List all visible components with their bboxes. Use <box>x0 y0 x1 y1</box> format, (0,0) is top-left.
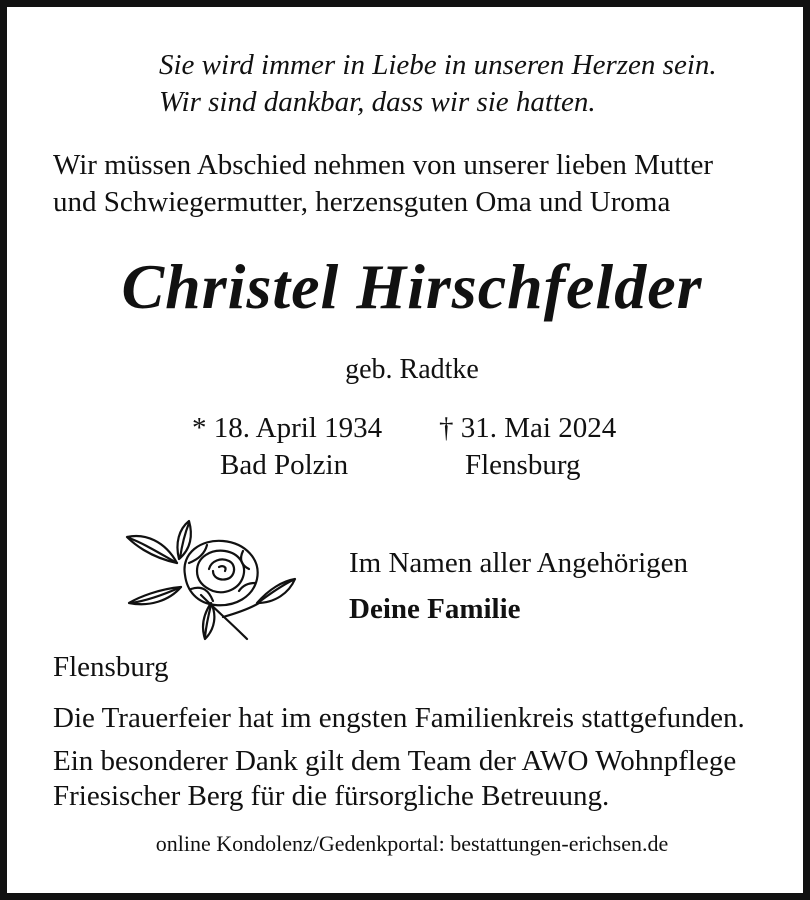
family-signature: Deine Familie <box>349 593 521 625</box>
birth-place: Bad Polzin <box>220 449 349 481</box>
motto-line: Wir sind dankbar, dass wir sie hatten. <box>159 86 596 118</box>
place-name: Flensburg <box>53 651 169 683</box>
intro-text <box>53 147 713 221</box>
rose-icon <box>119 519 299 645</box>
condolence-portal: online Kondolenz/Gedenkportal: bestattungen-erichsen.de <box>155 831 669 856</box>
death-date: † 31. Mai 2024 <box>439 412 617 444</box>
deceased-name: Christel Hirschfelder <box>121 251 703 322</box>
birth-date: * 18. April 1934 <box>192 412 383 444</box>
funeral-note: Die Trauerfeier hat im engsten Familienkreis stattgefunden. <box>53 702 745 734</box>
intro-line: und Schwiegermutter, herzensguten Oma und Uroma <box>53 186 671 218</box>
signoff-line: Im Namen aller Angehörigen <box>349 547 689 579</box>
thanks-note <box>53 744 736 814</box>
thanks-line: Friesischer Berg für die fürsorgliche Betreuung. <box>53 780 610 812</box>
death-place: Flensburg <box>465 449 581 481</box>
maiden-name: geb. Radtke <box>345 354 479 385</box>
intro-line: Wir müssen Abschied nehmen von unserer lieben Mutter <box>53 149 714 181</box>
memorial-motto <box>159 47 717 121</box>
thanks-line: Ein besonderer Dank gilt dem Team der AWO Wohnpflege <box>53 745 737 777</box>
motto-line: Sie wird immer in Liebe in unseren Herzen sein. <box>159 49 717 81</box>
